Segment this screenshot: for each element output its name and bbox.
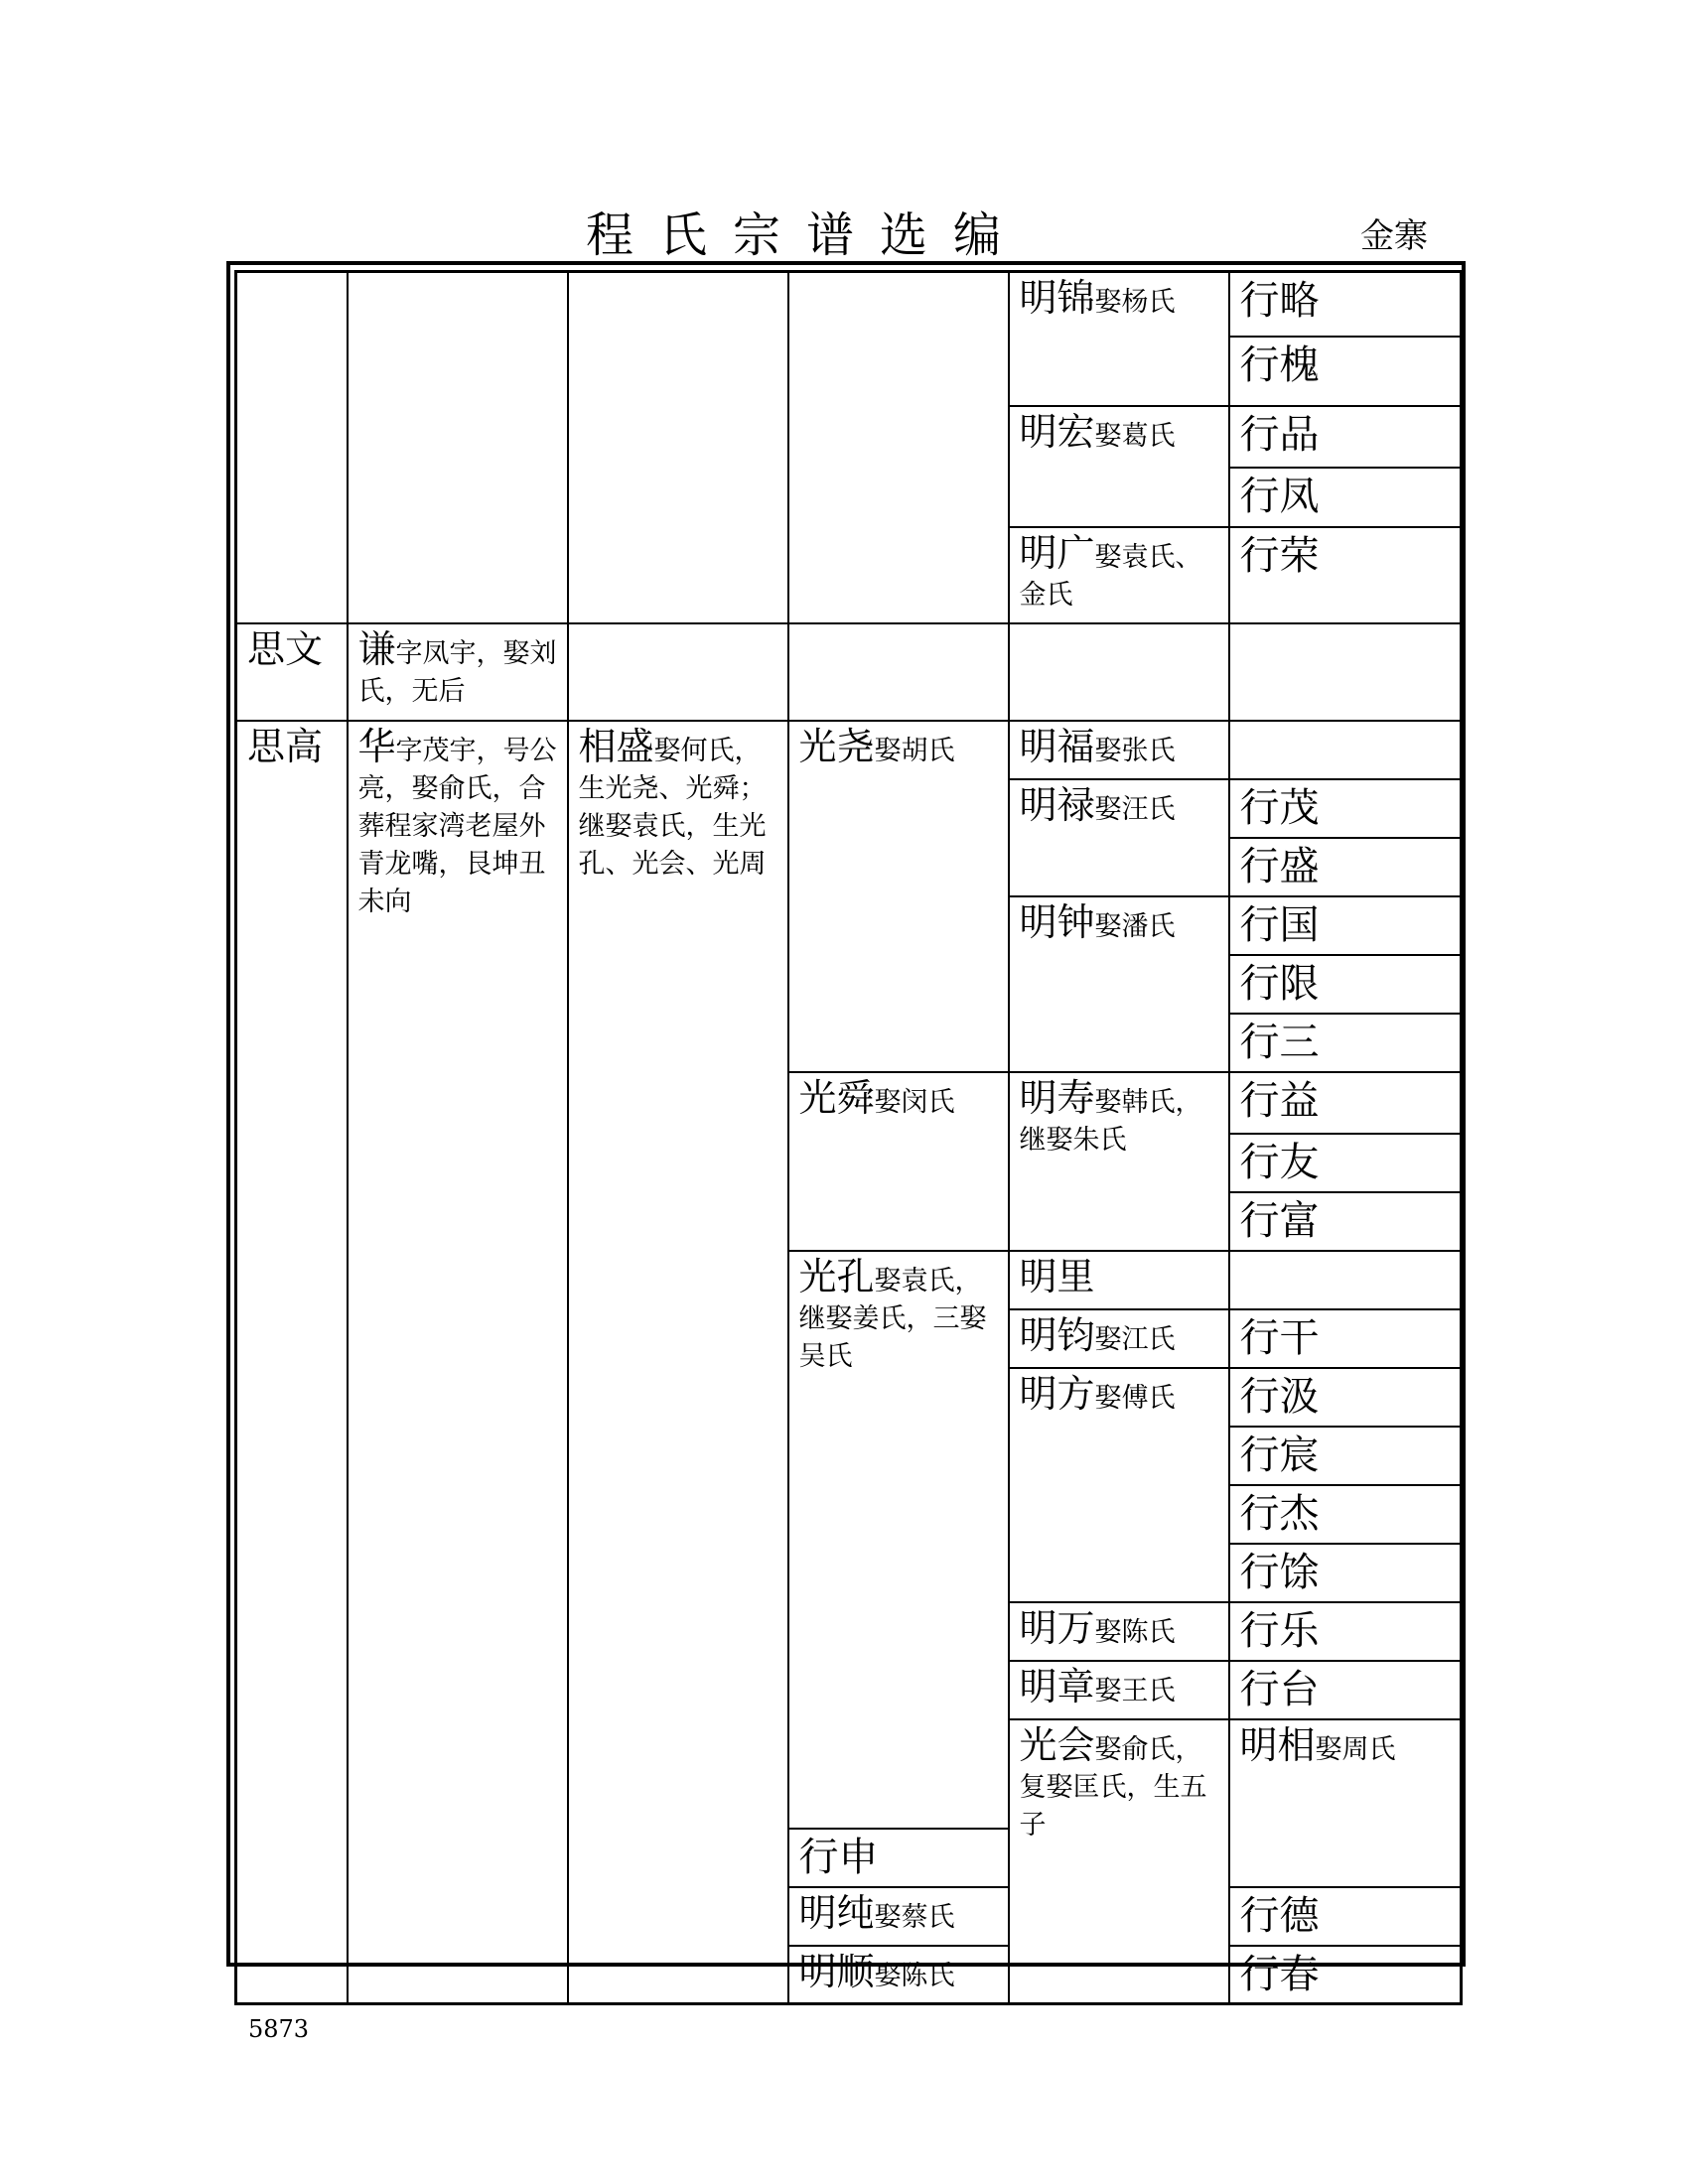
gen5-cell: 行台: [1229, 1661, 1462, 1719]
person-note: 娶韩氏，继娶朱氏: [1019, 1086, 1202, 1156]
person-mingguang: [1009, 527, 1229, 623]
person-note: 娶陈氏: [1094, 1616, 1176, 1648]
person-name: 明锦: [1019, 276, 1095, 320]
person-name: 光会: [1019, 1722, 1095, 1767]
gen5-cell: 行略: [1229, 272, 1462, 337]
person-note: 娶汪氏: [1094, 793, 1176, 825]
page-title: 程氏宗谱选编: [586, 207, 1028, 263]
person-note: 娶杨氏: [1094, 287, 1176, 318]
gen5-cell: 行干: [1229, 1309, 1462, 1368]
person-name: 谦: [357, 626, 396, 671]
empty-cell: [788, 272, 1009, 623]
gen5-cell: 行馀: [1229, 1544, 1462, 1602]
person-mingfang: [1009, 1368, 1229, 1602]
gen5-cell: 行盛: [1229, 838, 1462, 896]
empty-cell: [348, 272, 568, 623]
person-name: 明钟: [1019, 899, 1095, 944]
gen5-cell: 行限: [1229, 955, 1462, 1014]
person-name: 明顺: [798, 1949, 875, 1993]
person-mingchun: [788, 1887, 1009, 1946]
person-guangkong: [788, 1251, 1009, 1829]
gen5-cell: 行荣: [1229, 527, 1462, 623]
person-mingjin: [1009, 272, 1229, 406]
person-name: 明相: [1239, 1722, 1316, 1767]
person-note: 娶袁氏，继娶姜氏，三娶吴氏: [798, 1265, 987, 1372]
gen5-cell: 行杰: [1229, 1485, 1462, 1544]
gen5-cell: 行富: [1229, 1192, 1462, 1251]
person-note: 娶张氏: [1094, 735, 1176, 766]
empty-cell: [568, 623, 788, 721]
person-sigao: 思高: [236, 721, 348, 2004]
gen5-cell: 行友: [1229, 1134, 1462, 1192]
person-note: 娶袁氏、金氏: [1019, 541, 1202, 611]
person-note: 字凤宇，娶刘氏，无后: [357, 637, 557, 707]
gen5-cell: 行德: [1229, 1887, 1462, 1946]
gen5-cell: 行申: [788, 1829, 1009, 1887]
person-minglu: [1009, 779, 1229, 896]
person-mingxiang: [1229, 1719, 1462, 1887]
person-name: 明禄: [1019, 782, 1095, 827]
person-mingwan: [1009, 1602, 1229, 1661]
empty-cell: [1229, 1251, 1462, 1309]
person-note: 娶周氏: [1315, 1733, 1396, 1765]
person-mingshun: [788, 1946, 1009, 2004]
person-hua: [348, 721, 568, 2004]
person-name: 明章: [1019, 1664, 1095, 1708]
person-note: 娶葛氏: [1094, 420, 1176, 452]
person-minghong: [1009, 406, 1229, 527]
person-guanghui: [1009, 1719, 1229, 2004]
person-note: 娶陈氏: [874, 1960, 955, 1991]
empty-cell: [788, 623, 1009, 721]
gen5-cell: 行凤: [1229, 468, 1462, 527]
person-note: 娶胡氏: [874, 735, 955, 766]
person-siwen: 思文: [236, 623, 348, 721]
person-name: 明里: [1019, 1254, 1095, 1298]
gen5-cell: 行宸: [1229, 1427, 1462, 1485]
gen5-cell: 行品: [1229, 406, 1462, 468]
person-name: 光孔: [798, 1254, 875, 1298]
gen5-cell: 行三: [1229, 1014, 1462, 1072]
empty-cell: [1229, 623, 1462, 721]
person-name: 明万: [1019, 1605, 1095, 1650]
genealogy-table: [234, 270, 1463, 2005]
person-note: 娶王氏: [1094, 1675, 1176, 1706]
person-mingjun: [1009, 1309, 1229, 1368]
location-label: 金寨: [1360, 216, 1428, 256]
person-guangshun: [788, 1072, 1009, 1251]
person-name: 华: [357, 724, 396, 768]
gen5-cell: 行茂: [1229, 779, 1462, 838]
gen5-cell: 行乐: [1229, 1602, 1462, 1661]
person-name: 明广: [1019, 530, 1095, 575]
person-note: 娶潘氏: [1094, 910, 1176, 942]
person-name: 光尧: [798, 724, 875, 768]
person-name: 明方: [1019, 1371, 1095, 1416]
person-note: 娶闵氏: [874, 1086, 955, 1118]
page-number: 5873: [248, 2015, 310, 2043]
person-guangyao: [788, 721, 1009, 1072]
person-note: 娶蔡氏: [874, 1901, 955, 1933]
gen5-cell: 行春: [1229, 1946, 1462, 2004]
person-name: 明钧: [1019, 1312, 1095, 1357]
person-name: 相盛: [578, 724, 654, 768]
gen5-cell: 行益: [1229, 1072, 1462, 1134]
person-note: 娶江氏: [1094, 1323, 1176, 1355]
person-note: 娶傅氏: [1094, 1382, 1176, 1414]
person-mingfu: [1009, 721, 1229, 779]
person-mingli: [1009, 1251, 1229, 1309]
gen5-cell: 行汲: [1229, 1368, 1462, 1427]
person-note: 娶俞氏，复娶匡氏，生五子: [1019, 1733, 1207, 1841]
person-xiangsheng: [568, 721, 788, 2004]
person-mingshou: [1009, 1072, 1229, 1251]
gen5-cell: 行槐: [1229, 337, 1462, 406]
person-mingzhong: [1009, 896, 1229, 1072]
gen5-cell: 行国: [1229, 896, 1462, 955]
person-name: 明纯: [798, 1890, 875, 1935]
empty-cell: [1229, 721, 1462, 779]
person-name: 光舜: [798, 1075, 875, 1120]
empty-cell: [568, 272, 788, 623]
person-mingzhang: [1009, 1661, 1229, 1719]
person-note: 娶何氏，生光尧、光舜；继娶袁氏，生光孔、光会、光周: [578, 735, 767, 880]
person-name: 明寿: [1019, 1075, 1095, 1120]
person-name: 明宏: [1019, 409, 1095, 454]
person-note: 字茂宇，号公亮，娶俞氏，合葬程家湾老屋外青龙嘴，艮坤丑未向: [357, 735, 557, 917]
person-qian: [348, 623, 568, 721]
empty-cell: [236, 272, 348, 623]
empty-cell: [1009, 623, 1229, 721]
person-name: 明福: [1019, 724, 1095, 768]
